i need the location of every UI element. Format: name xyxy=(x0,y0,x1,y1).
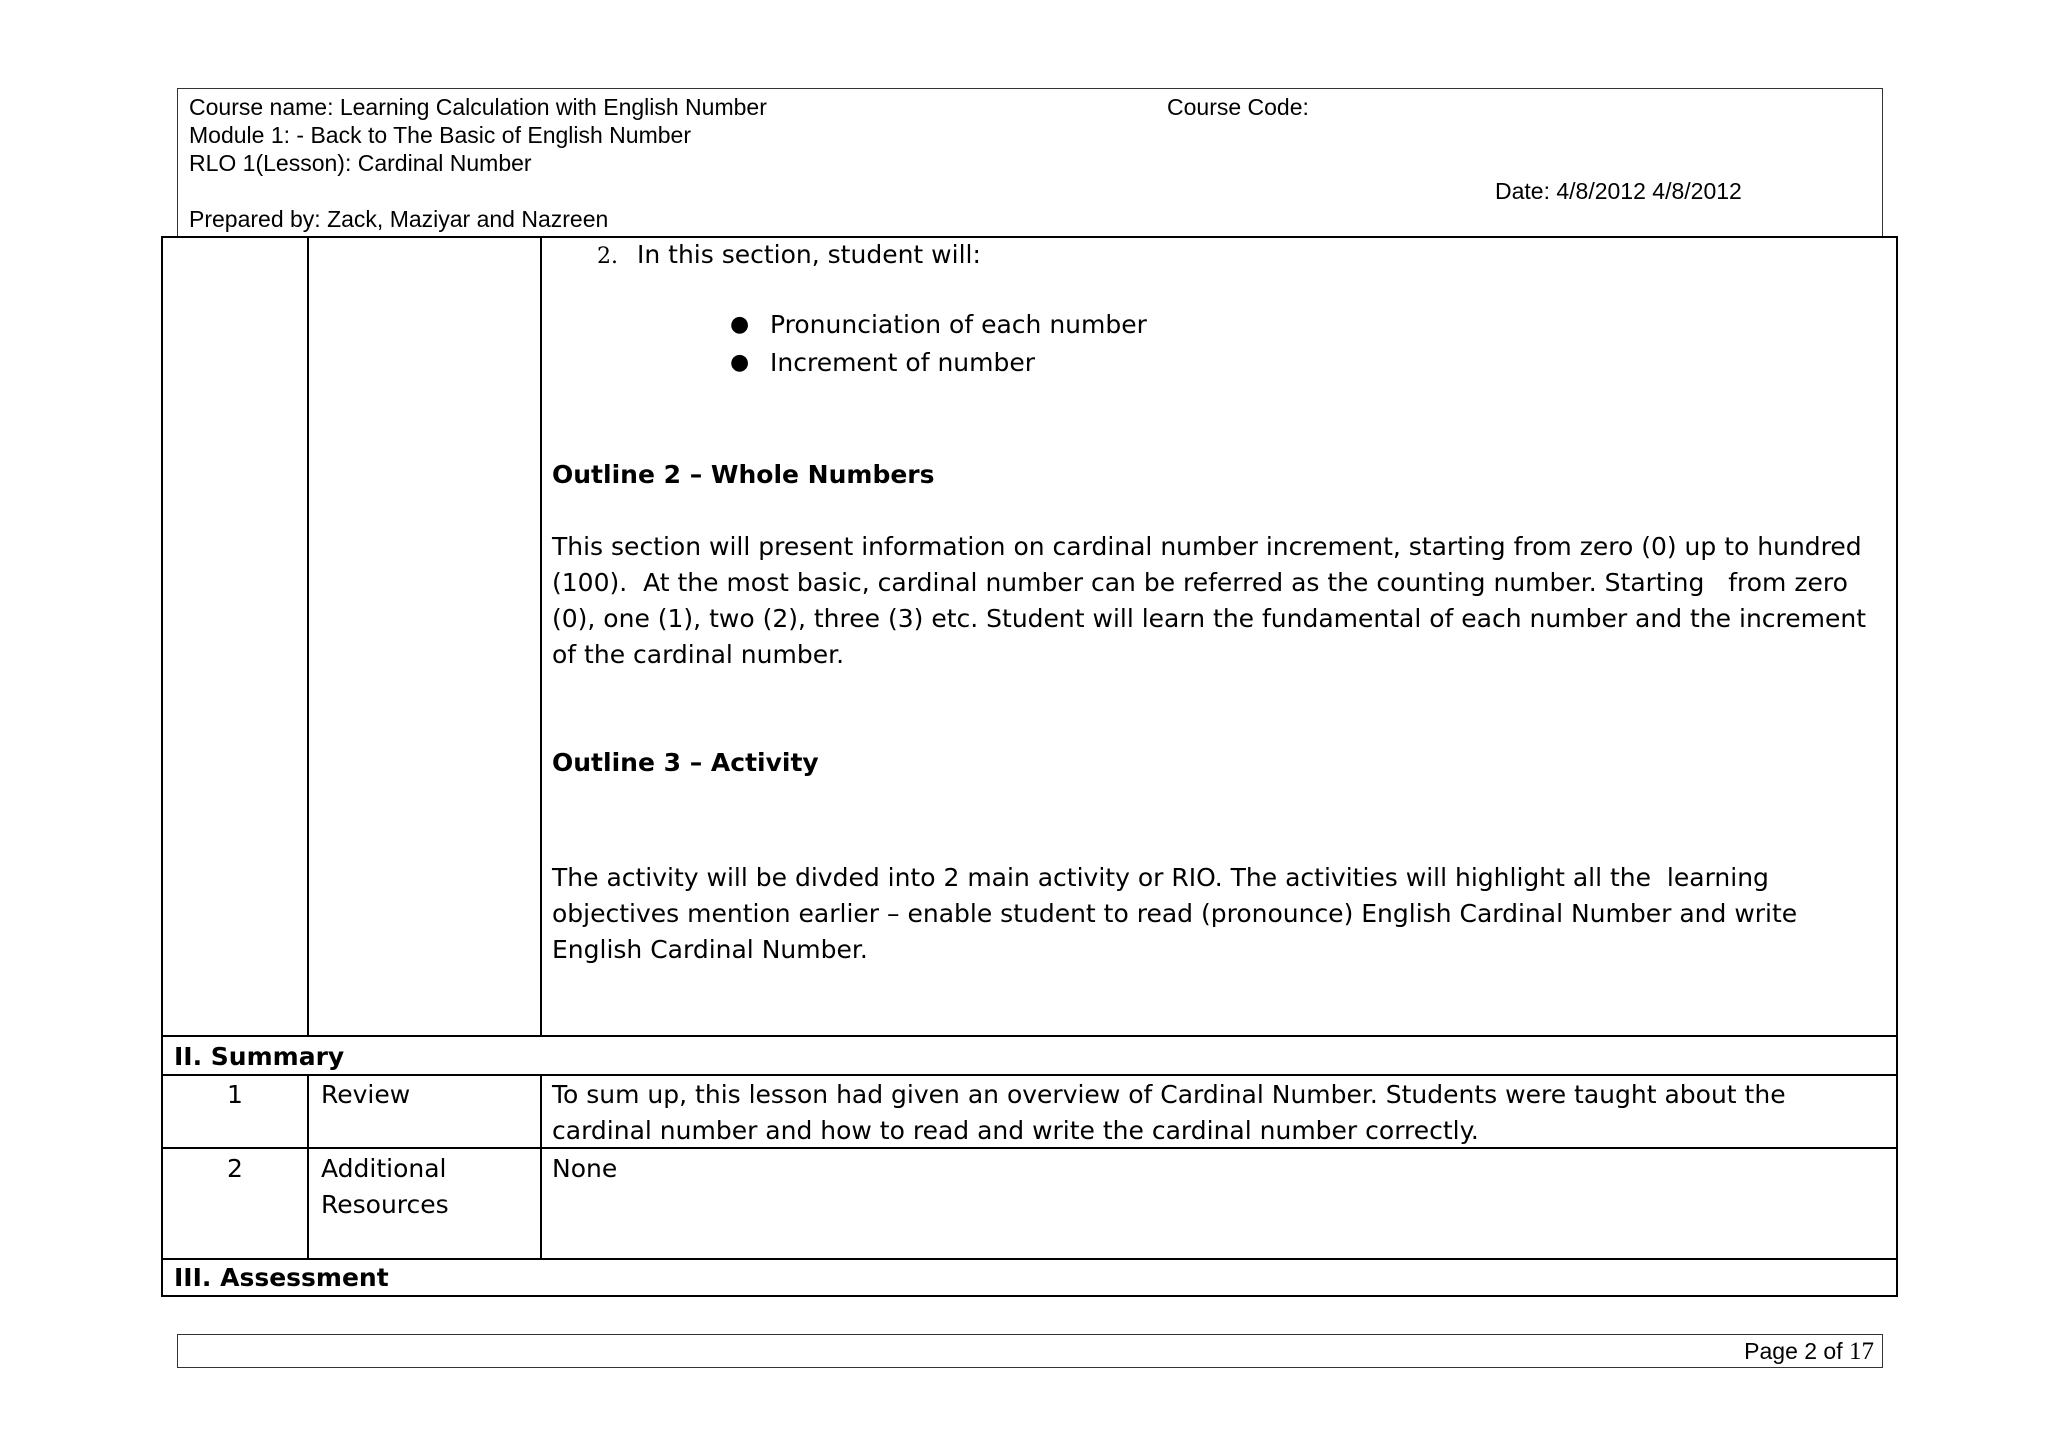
row-divider xyxy=(163,1147,1896,1149)
row-description: To sum up, this lesson had given an overview of Cardinal Number. Students were taught about the cardinal number and how to read and write the cardinal number correctly. xyxy=(552,1080,1786,1145)
summary-heading: II. Summary xyxy=(174,1042,345,1071)
item-number: 2. xyxy=(597,244,618,269)
bullet-list xyxy=(726,306,1147,382)
column-divider xyxy=(540,238,542,1036)
course-name: Course name: Learning Calculation with English Number xyxy=(189,94,767,120)
row-divider xyxy=(163,1074,1896,1076)
row-divider xyxy=(163,1258,1896,1260)
page-label: Page 2 of xyxy=(1744,1338,1849,1364)
row-number: 1 xyxy=(227,1080,243,1109)
document-date: Date: 4/8/2012 4/8/2012 xyxy=(1495,178,1742,204)
bullet-icon: ● xyxy=(730,350,750,375)
assessment-heading: III. Assessment xyxy=(174,1263,389,1292)
course-code: Course Code: xyxy=(1167,94,1309,120)
outline-3-body: The activity will be divded into 2 main activity or RIO. The activities will highlight all the learning objectives mention earlier – enable student to read (pronounce) English Cardinal Number and write English Cardinal Number. xyxy=(552,863,1806,964)
numbered-item xyxy=(597,237,981,275)
bullet-icon: ● xyxy=(730,312,750,337)
module-title: Module 1: - Back to The Basic of English Number xyxy=(189,122,691,148)
page-total: 17 xyxy=(1849,1338,1874,1365)
prepared-by: Prepared by: Zack, Maziyar and Nazreen xyxy=(189,206,609,232)
row-name: Review xyxy=(321,1080,411,1109)
page-footer xyxy=(177,1334,1883,1368)
row-name: Additional Resources xyxy=(321,1154,449,1219)
list-item xyxy=(726,306,1147,344)
row-description: None xyxy=(552,1154,618,1183)
column-divider xyxy=(307,1074,309,1259)
row-divider xyxy=(163,1035,1896,1037)
rlo-title: RLO 1(Lesson): Cardinal Number xyxy=(189,150,532,176)
row-number: 2 xyxy=(227,1154,243,1183)
outline-3-heading: Outline 3 – Activity xyxy=(552,748,819,777)
page-number xyxy=(1744,1335,1874,1368)
page-header xyxy=(177,88,1883,237)
lesson-table xyxy=(161,236,1898,1297)
list-item xyxy=(726,344,1147,382)
bullet-text: Increment of number xyxy=(770,348,1036,377)
column-divider xyxy=(307,238,309,1036)
item-text: In this section, student will: xyxy=(637,240,981,269)
bullet-text: Pronunciation of each number xyxy=(770,310,1147,339)
outline-2-heading: Outline 2 – Whole Numbers xyxy=(552,460,935,489)
outline-2-body: This section will present information on cardinal number increment, starting from zero (0) up to hundred (100). At the most basic, cardinal number can be referred as the counting number. Starting from zero (0), one (1), two (2), three (3) etc. Student will learn the fundamental of each number and the increment of the cardinal number. xyxy=(552,532,1874,669)
